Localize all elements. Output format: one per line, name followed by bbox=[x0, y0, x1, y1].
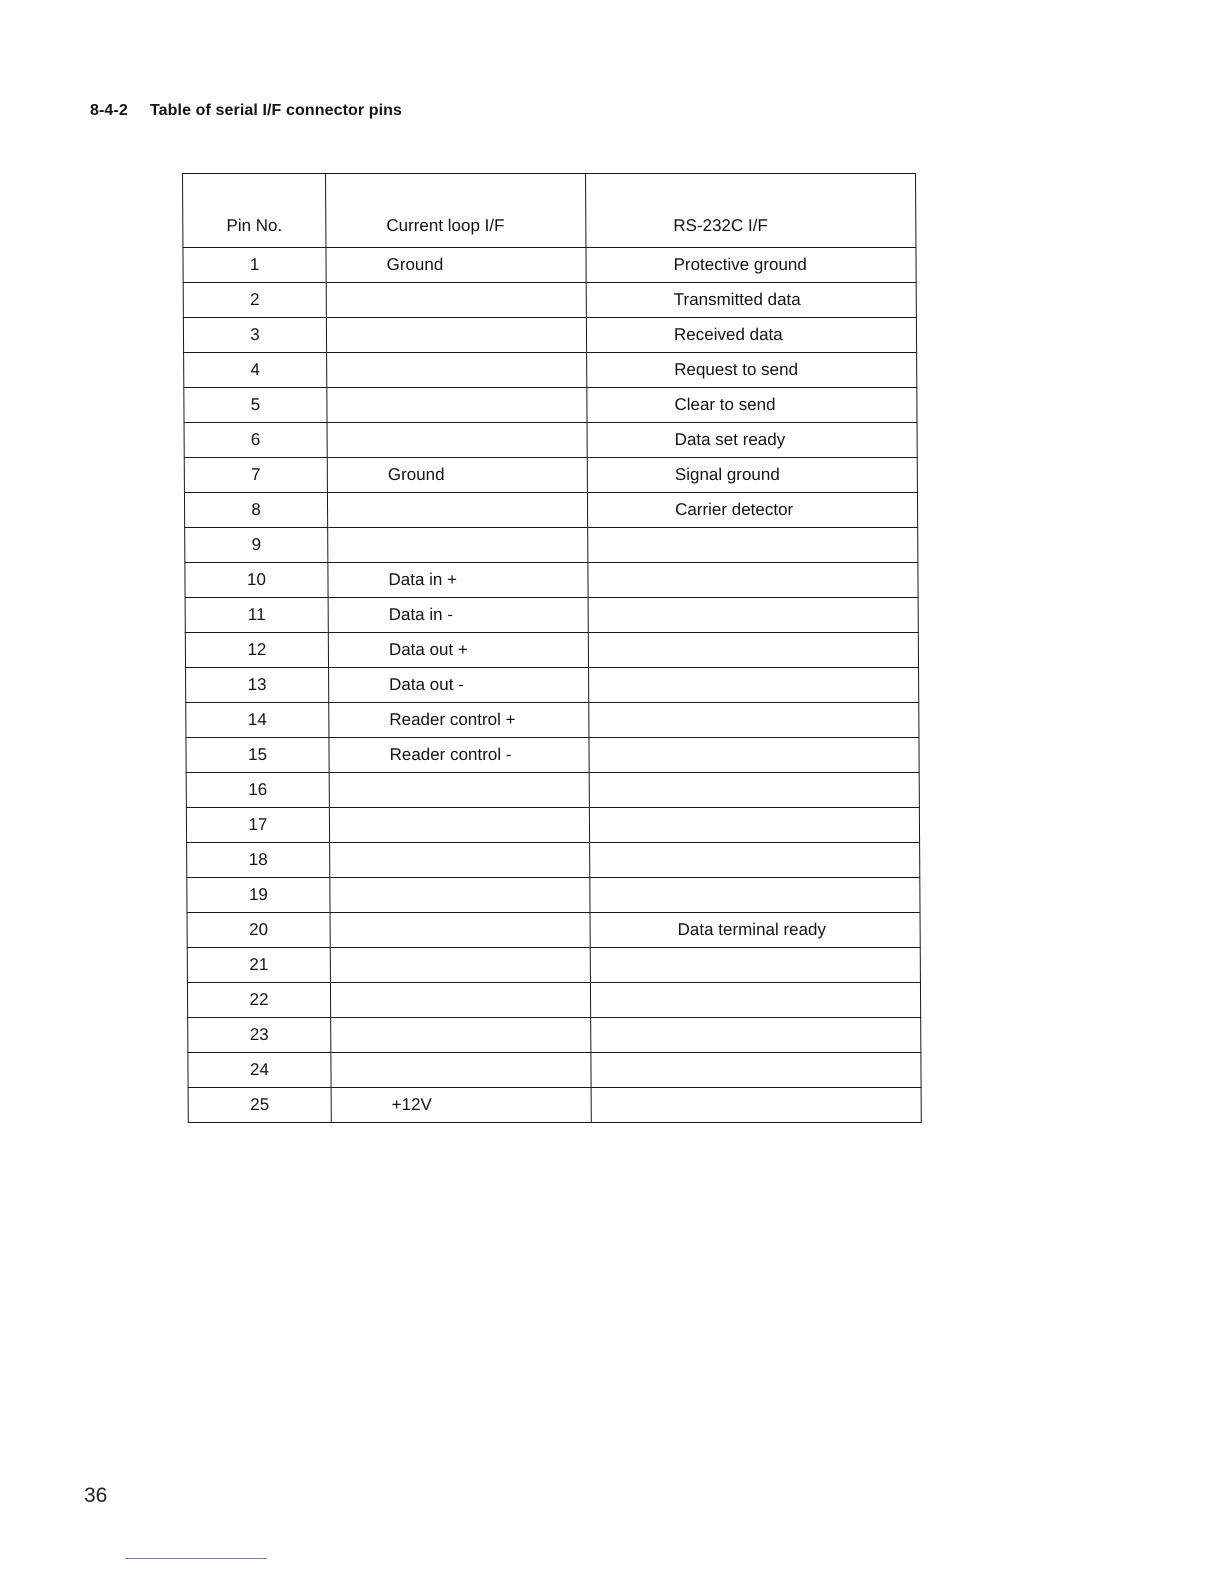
current-loop-cell: Data out + bbox=[328, 633, 588, 668]
pin-number-cell: 19 bbox=[187, 878, 330, 913]
section-number: 8-4-2 bbox=[90, 102, 128, 119]
current-loop-cell bbox=[330, 878, 590, 913]
table-row bbox=[187, 878, 920, 913]
rs232c-cell bbox=[591, 1053, 921, 1088]
table-row bbox=[185, 563, 918, 598]
pin-number-cell: 22 bbox=[187, 983, 330, 1018]
rs232c-cell bbox=[590, 843, 920, 878]
table-row bbox=[188, 1018, 921, 1053]
rs232c-cell: Signal ground bbox=[587, 458, 917, 493]
pin-number-cell: 3 bbox=[183, 318, 326, 353]
current-loop-cell bbox=[326, 283, 586, 318]
table-row bbox=[186, 703, 919, 738]
header-rs232c: RS-232C I/F bbox=[586, 174, 916, 248]
table-row bbox=[186, 738, 919, 773]
rs232c-cell: Data terminal ready bbox=[590, 913, 920, 948]
table-row bbox=[184, 493, 917, 528]
current-loop-cell bbox=[327, 388, 587, 423]
table-row bbox=[188, 1088, 921, 1123]
header-current-loop: Current loop I/F bbox=[326, 174, 586, 248]
header-pin-no: Pin No. bbox=[183, 174, 326, 248]
table-row bbox=[183, 283, 916, 318]
pin-number-cell: 2 bbox=[183, 283, 326, 318]
table-row bbox=[183, 248, 916, 283]
current-loop-cell bbox=[330, 843, 590, 878]
pin-number-cell: 24 bbox=[188, 1053, 331, 1088]
pin-number-cell: 15 bbox=[186, 738, 329, 773]
current-loop-cell bbox=[330, 948, 590, 983]
rs232c-cell: Protective ground bbox=[586, 248, 916, 283]
current-loop-cell: Reader control - bbox=[329, 738, 589, 773]
pin-number-cell: 14 bbox=[186, 703, 329, 738]
pin-number-cell: 9 bbox=[185, 528, 328, 563]
page-number: 36 bbox=[84, 1484, 108, 1507]
pin-number-cell: 10 bbox=[185, 563, 328, 598]
rs232c-cell: Received data bbox=[586, 318, 916, 353]
rs232c-cell bbox=[588, 528, 918, 563]
rs232c-cell bbox=[588, 633, 918, 668]
current-loop-cell bbox=[330, 913, 590, 948]
rs232c-cell bbox=[588, 563, 918, 598]
pin-number-cell: 17 bbox=[186, 808, 329, 843]
pin-number-cell: 8 bbox=[184, 493, 327, 528]
rs232c-cell: Clear to send bbox=[587, 388, 917, 423]
rs232c-cell bbox=[591, 1018, 921, 1053]
table-row bbox=[187, 843, 920, 878]
table-row bbox=[187, 948, 920, 983]
table-row bbox=[186, 808, 919, 843]
table-row bbox=[184, 458, 917, 493]
table-row bbox=[184, 388, 917, 423]
connector-pin-table bbox=[182, 173, 922, 1123]
pin-number-cell: 21 bbox=[187, 948, 330, 983]
rs232c-cell bbox=[588, 598, 918, 633]
current-loop-cell: Data in - bbox=[328, 598, 588, 633]
section-title: Table of serial I/F connector pins bbox=[150, 102, 403, 119]
pin-number-cell: 6 bbox=[184, 423, 327, 458]
table-row bbox=[183, 318, 916, 353]
rs232c-cell bbox=[589, 703, 919, 738]
rs232c-cell bbox=[589, 668, 919, 703]
pin-number-cell: 20 bbox=[187, 913, 330, 948]
table-row bbox=[185, 598, 918, 633]
current-loop-cell bbox=[329, 808, 589, 843]
rs232c-cell: Data set ready bbox=[587, 423, 917, 458]
table-header-row bbox=[183, 174, 916, 248]
current-loop-cell: Data out - bbox=[329, 668, 589, 703]
current-loop-cell: Reader control + bbox=[329, 703, 589, 738]
current-loop-cell bbox=[328, 528, 588, 563]
current-loop-cell bbox=[331, 1018, 591, 1053]
pin-number-cell: 1 bbox=[183, 248, 326, 283]
table-row bbox=[187, 913, 920, 948]
current-loop-cell: Ground bbox=[326, 248, 586, 283]
rs232c-cell bbox=[589, 738, 919, 773]
table-row bbox=[185, 633, 918, 668]
table-row bbox=[186, 668, 919, 703]
pin-number-cell: 5 bbox=[184, 388, 327, 423]
rs232c-cell bbox=[590, 983, 920, 1018]
current-loop-cell bbox=[326, 318, 586, 353]
rs232c-cell: Request to send bbox=[587, 353, 917, 388]
pin-number-cell: 7 bbox=[184, 458, 327, 493]
table-row bbox=[186, 773, 919, 808]
rs232c-cell: Transmitted data bbox=[586, 283, 916, 318]
rs232c-cell bbox=[589, 773, 919, 808]
pin-number-cell: 4 bbox=[184, 353, 327, 388]
pin-number-cell: 18 bbox=[187, 843, 330, 878]
table-row bbox=[188, 1053, 921, 1088]
rs232c-cell: Carrier detector bbox=[587, 493, 917, 528]
pin-number-cell: 13 bbox=[186, 668, 329, 703]
current-loop-cell bbox=[327, 353, 587, 388]
current-loop-cell bbox=[329, 773, 589, 808]
pin-number-cell: 12 bbox=[185, 633, 328, 668]
pin-number-cell: 16 bbox=[186, 773, 329, 808]
pin-number-cell: 25 bbox=[188, 1088, 331, 1123]
current-loop-cell bbox=[330, 983, 590, 1018]
rs232c-cell bbox=[589, 808, 919, 843]
pin-number-cell: 23 bbox=[188, 1018, 331, 1053]
pin-number-cell: 11 bbox=[185, 598, 328, 633]
current-loop-cell: Data in + bbox=[328, 563, 588, 598]
current-loop-cell bbox=[327, 423, 587, 458]
table-row bbox=[184, 423, 917, 458]
current-loop-cell bbox=[331, 1053, 591, 1088]
bottom-rule bbox=[125, 1558, 267, 1559]
table-row bbox=[187, 983, 920, 1018]
table-row bbox=[184, 353, 917, 388]
rs232c-cell bbox=[590, 878, 920, 913]
current-loop-cell: Ground bbox=[327, 458, 587, 493]
current-loop-cell: +12V bbox=[331, 1088, 591, 1123]
section-heading bbox=[90, 102, 402, 120]
rs232c-cell bbox=[590, 948, 920, 983]
rs232c-cell bbox=[591, 1088, 921, 1123]
current-loop-cell bbox=[327, 493, 587, 528]
table-row bbox=[185, 528, 918, 563]
